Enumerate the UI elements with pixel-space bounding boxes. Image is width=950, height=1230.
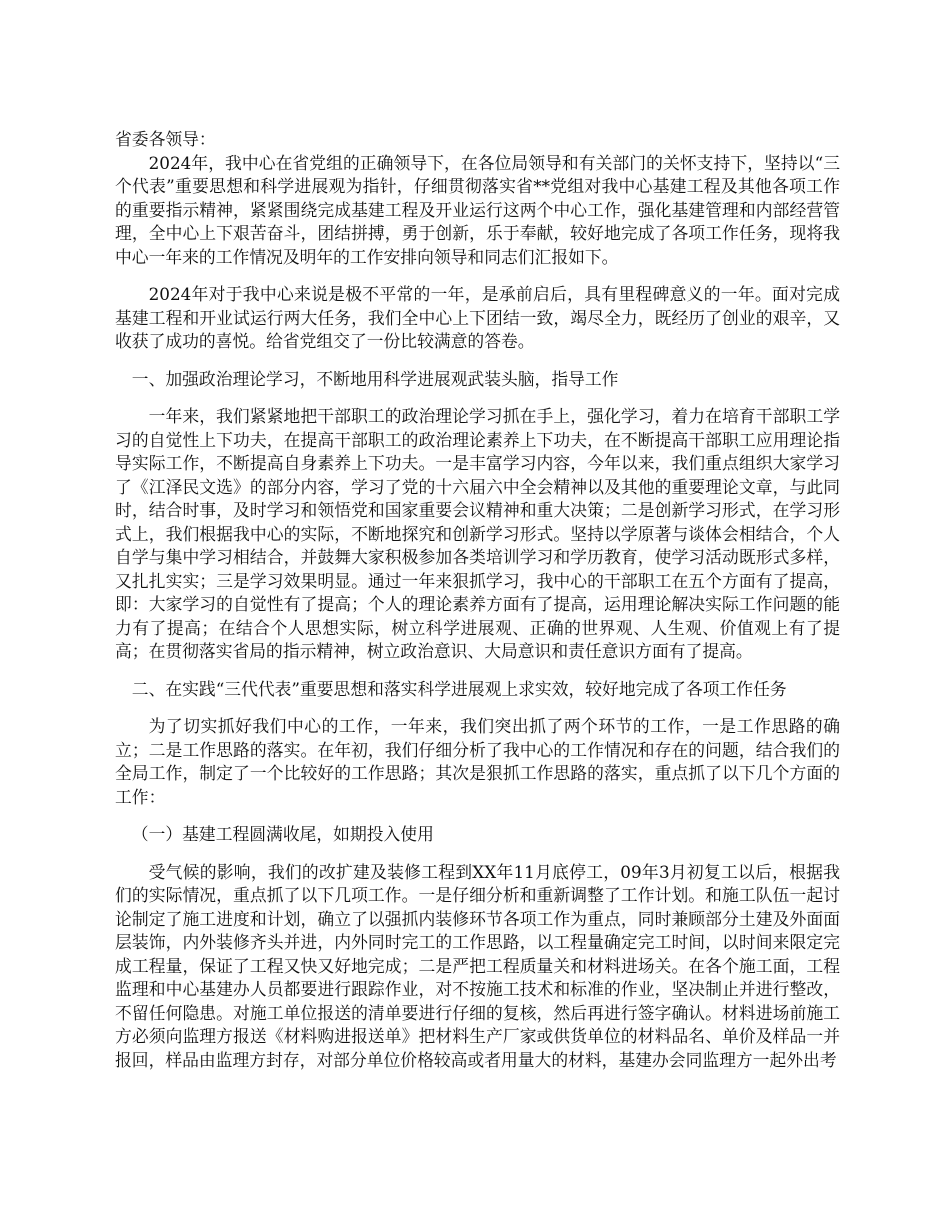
- section-heading-2: 二、在实践“三代代表”重要思想和落实科学进展观上求实效，较好地完成了各项工作任务: [131, 678, 787, 699]
- paragraph-construction: 受气候的影响，我们的改扩建及装修工程到XX年11月底停工，09年3月初复工以后，根据我们的实际情况，重点抓了以下几项工作。一是仔细分析和重新调整了工作计划。和施工队伍一起讨论制定了施工进度和计划，确立了以强抓内装修环节各项工作为重点，同时兼顾部分土建及外面面层装饰，内外装修齐头并进，内外同时完工的工作思路，以工程量确定完工时间，以时间来限定完成工程量，保证了工程又快又好地完成；二是严把工程质量关和材料进场关。在各个施工面，工程监理和中心基建办人员都要进行跟踪作业，对不按施工技术和标准的作业，坚决制止并进行整改，不留任何隐患。对施工单位报送的清单要进行仔细的复核，然后再进行签字确认。材料进场前施工方必须向监理方报送《材料购进报送单》把材料生产厂家或供货单位的材料品名、单价及样品一并报回，样品由监理方封存，对部分单位价格较高或者用量大的材料，基建办会同监理方一起外出考: [115, 861, 840, 1070]
- paragraph-year-summary: 2024年对于我中心来说是极不平常的一年，是承前启后，具有里程碑意义的一年。面对完成基建工程和开业试运行两大任务，我们全中心上下团结一致，竭尽全力，既经历了创业的艰辛，又收获了成功的喜悦。给省党组交了一份比较满意的答卷。: [115, 284, 840, 351]
- salutation: 省委各领导：: [115, 129, 216, 149]
- subsection-heading-1: （一）基建工程圆满收尾，如期投入使用: [131, 824, 434, 844]
- section-heading-1: 一、加强政治理论学习，不断地用科学进展观武装头脑，指导工作: [131, 368, 619, 389]
- paragraph-intro: 2024年，我中心在省党组的正确领导下，在各位局领导和有关部门的关怀支持下，坚持以“三个代表”重要思想和科学进展观为指针，仔细贯彻落实省**党组对我中心基建工程及其他各项工作的重要指示精神，紧紧围绕完成基建工程及开业运行这两个中心工作，强化基建管理和内部经营管理，全中心上下艰苦奋斗，团结拼搏，勇于创新，乐于奉献，较好地完成了各项工作任务，现将我中心一年来的工作情况及明年的工作安排向领导和同志们汇报如下。: [115, 152, 840, 267]
- paragraph-study: 一年来，我们紧紧地把干部职工的政治理论学习抓在手上，强化学习，着力在培育干部职工学习的自觉性上下功夫，在提高干部职工的政治理论素养上下功夫，在不断提高干部职工应用理论指导实际工作，不断提高自身素养上下功夫。一是丰富学习内容，今年以来，我们重点组织大家学习了《江泽民文选》的部分内容，学习了党的十六届六中全会精神以及其他的重要理论文章，与此同时，结合时事，及时学习和领悟党和国家重要会议精神和重大决策；二是创新学习形式，在学习形式上，我们根据我中心的实际，不断地探究和创新学习形式。坚持以学原著与谈体会相结合，个人自学与集中学习相结合，并鼓舞大家积极参加各类培训学习和学历教育，使学习活动既形式多样，又扎扎实实；三是学习效果明显。通过一年来狠抓学习，我中心的干部职工在五个方面有了提高，即：大家学习的自觉性有了提高；个人的理论素养方面有了提高，运用理论解决实际工作问题的能力有了提高；在结合个人思想实际，树立科学进展观、正确的世界观、人生观、价值观上有了提高；在贯彻落实省局的指示精神，树立政治意识、大局意识和责任意识方面有了提高。: [115, 406, 840, 661]
- paragraph-work-approach: 为了切实抓好我们中心的工作，一年来，我们突出抓了两个环节的工作，一是工作思路的确立；二是工作思路的落实。在年初，我们仔细分析了我中心的工作情况和存在的问题，结合我们的全局工作，制定了一个比较好的工作思路；其次是狠抓工作思路的落实，重点抓了以下几个方面的工作：: [115, 716, 840, 807]
